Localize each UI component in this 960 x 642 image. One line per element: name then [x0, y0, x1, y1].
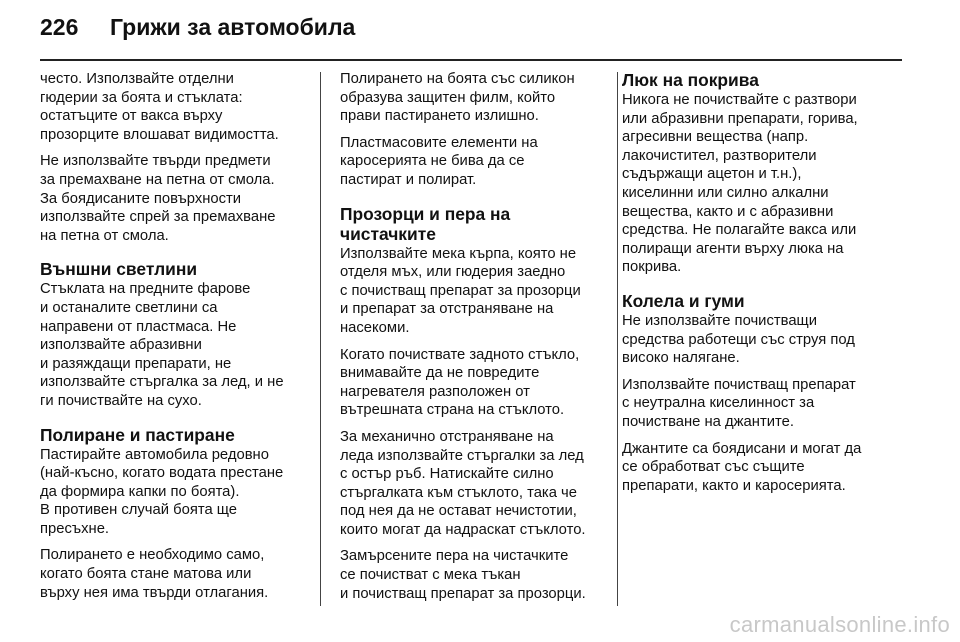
text-line: Прозорци и пера на	[340, 203, 511, 224]
text-line: киселинни или силно алкални	[622, 184, 829, 201]
text-line: Никога не почиствайте с разтвори	[622, 92, 857, 108]
text-line: Външни светлини	[40, 259, 198, 280]
text-line: които могат да надраскат стъклото.	[340, 521, 586, 538]
text-line: отделя мъх, или гюдерия заедно	[340, 264, 566, 281]
section-heading	[40, 259, 308, 279]
text-line: пресъхне.	[40, 520, 110, 537]
chapter-title: Грижи за автомобила	[110, 14, 356, 40]
paragraph	[340, 134, 610, 190]
text-line: Стъклата на предните фарове	[40, 281, 251, 298]
text-column-1	[40, 70, 308, 610]
text-line: Не използвайте почистващи	[622, 312, 817, 329]
text-line: внимавайте да не повредите	[340, 365, 540, 382]
text-line: често. Използвайте отделни	[40, 71, 234, 87]
text-line: почистване на джантите.	[622, 413, 794, 430]
text-line: вътрешната страна на стъклото.	[340, 402, 565, 419]
text-line: Полирането е необходимо само,	[40, 547, 265, 564]
text-line: каросерията не бива да се	[340, 153, 525, 170]
section-heading	[622, 70, 902, 90]
text-line: високо налягане.	[622, 350, 740, 367]
text-line: за премахване на петна от смола.	[40, 171, 275, 188]
text-line: В противен случай боята ще	[40, 502, 238, 519]
paragraph	[622, 376, 902, 432]
text-line: Полиране и пастиране	[40, 424, 235, 445]
paragraph	[340, 346, 610, 420]
paragraph	[340, 428, 610, 540]
text-line: насекоми.	[340, 319, 410, 336]
text-line: нагревателя разположен от	[340, 383, 530, 400]
text-line: образува защитен филм, който	[340, 89, 556, 106]
text-line: прозорците влошават видимостта.	[40, 126, 279, 143]
page-number: 226	[40, 14, 79, 40]
text-line: използвайте спрей за премахване	[40, 209, 276, 226]
text-line: Люк на покрива	[622, 70, 759, 90]
text-line: препарати, както и каросерията.	[622, 477, 846, 494]
text-line: средства. Не полагайте вакса или	[622, 222, 857, 239]
text-line: и останалите светлини са	[40, 299, 218, 316]
text-line: Когато почиствате задното стъкло,	[340, 346, 580, 363]
text-line: агресивни вещества (напр.	[622, 129, 809, 146]
text-line: лакочистител, разтворители	[622, 147, 817, 164]
column-divider-1	[320, 72, 321, 606]
paragraph	[40, 70, 308, 144]
text-line: когато боята стане матова или	[40, 566, 252, 583]
text-line: остатъците от вакса върху	[40, 108, 223, 125]
text-line: с почистващ препарат за прозорци	[340, 282, 581, 299]
text-line: гюдерии за боята и стъклата:	[40, 89, 243, 106]
paragraph	[40, 280, 308, 410]
column-divider-2	[617, 72, 618, 606]
paragraph	[340, 70, 610, 126]
text-line: Замърсените пера на чистачките	[340, 548, 569, 565]
text-line: За боядисаните повърхности	[40, 190, 242, 207]
section-heading	[340, 204, 610, 244]
text-line: използвайте абразивни	[40, 337, 202, 354]
text-line: се почистват с мека тъкан	[340, 567, 521, 584]
section-heading	[622, 291, 902, 311]
paragraph	[622, 440, 902, 496]
text-line: върху нея има твърди отлагания.	[40, 584, 269, 601]
watermark: carmanualsonline.info	[729, 612, 950, 637]
text-line: използвайте стъргалка за лед, и не	[40, 374, 284, 391]
text-line: под нея да не остават нечистотии,	[340, 503, 577, 520]
text-line: да формира капки по боята).	[40, 483, 240, 500]
header-rule	[40, 59, 902, 61]
text-line: Колела и гуми	[622, 290, 745, 311]
text-line: пастират и полират.	[340, 171, 477, 188]
text-line: прави пастирането излишно.	[340, 108, 539, 125]
text-line: или абразивни препарати, горива,	[622, 110, 858, 127]
text-line: с остър ръб. Натискайте силно	[340, 466, 554, 483]
text-line: За механично отстраняване на	[340, 428, 554, 445]
text-line: Пластмасовите елементи на	[340, 134, 538, 151]
text-line: полиращи агенти върху люка на	[622, 240, 844, 257]
text-line: чистачките	[340, 223, 436, 244]
text-line: съдържащи ацетон и т.н.),	[622, 166, 802, 183]
text-line: Джантите са боядисани и могат да	[622, 440, 862, 457]
paragraph	[340, 547, 610, 603]
text-line: и препарат за отстраняване на	[340, 301, 554, 318]
text-column-3	[622, 70, 902, 503]
text-line: вещества, както и с абразивни	[622, 203, 834, 220]
text-line: и почистващ препарат за прозорци.	[340, 585, 586, 602]
text-line: ги почиствайте на сухо.	[40, 392, 202, 409]
paragraph	[622, 312, 902, 368]
text-line: Пастирайте автомобила редовно	[40, 446, 269, 463]
text-line: покрива.	[622, 259, 682, 276]
paragraph	[622, 91, 902, 277]
text-line: леда използвайте стъргалки за лед	[340, 447, 584, 464]
text-line: Използвайте почистващ препарат	[622, 376, 856, 393]
paragraph	[40, 446, 308, 539]
section-heading	[40, 425, 308, 445]
text-line: Не използвайте твърди предмети	[40, 153, 271, 170]
text-line: стъргалката към стъклото, така че	[340, 484, 577, 501]
text-line: направени от пластмаса. Не	[40, 318, 237, 335]
text-line: Полирането на боята със силикон	[340, 71, 575, 87]
text-line: с неутрална киселинност за	[622, 395, 815, 412]
text-line: Използвайте мека кърпа, която не	[340, 245, 577, 262]
paragraph	[40, 152, 308, 245]
text-line: и разяждащи препарати, не	[40, 355, 232, 372]
text-line: се обработват със същите	[622, 459, 805, 476]
text-line: средства работещи със струя под	[622, 331, 855, 348]
paragraph	[40, 546, 308, 602]
text-line: (най-късно, когато водата престане	[40, 465, 284, 482]
text-column-2	[340, 70, 610, 611]
paragraph	[340, 245, 610, 338]
page-header	[40, 14, 355, 41]
text-line: на петна от смола.	[40, 227, 169, 244]
